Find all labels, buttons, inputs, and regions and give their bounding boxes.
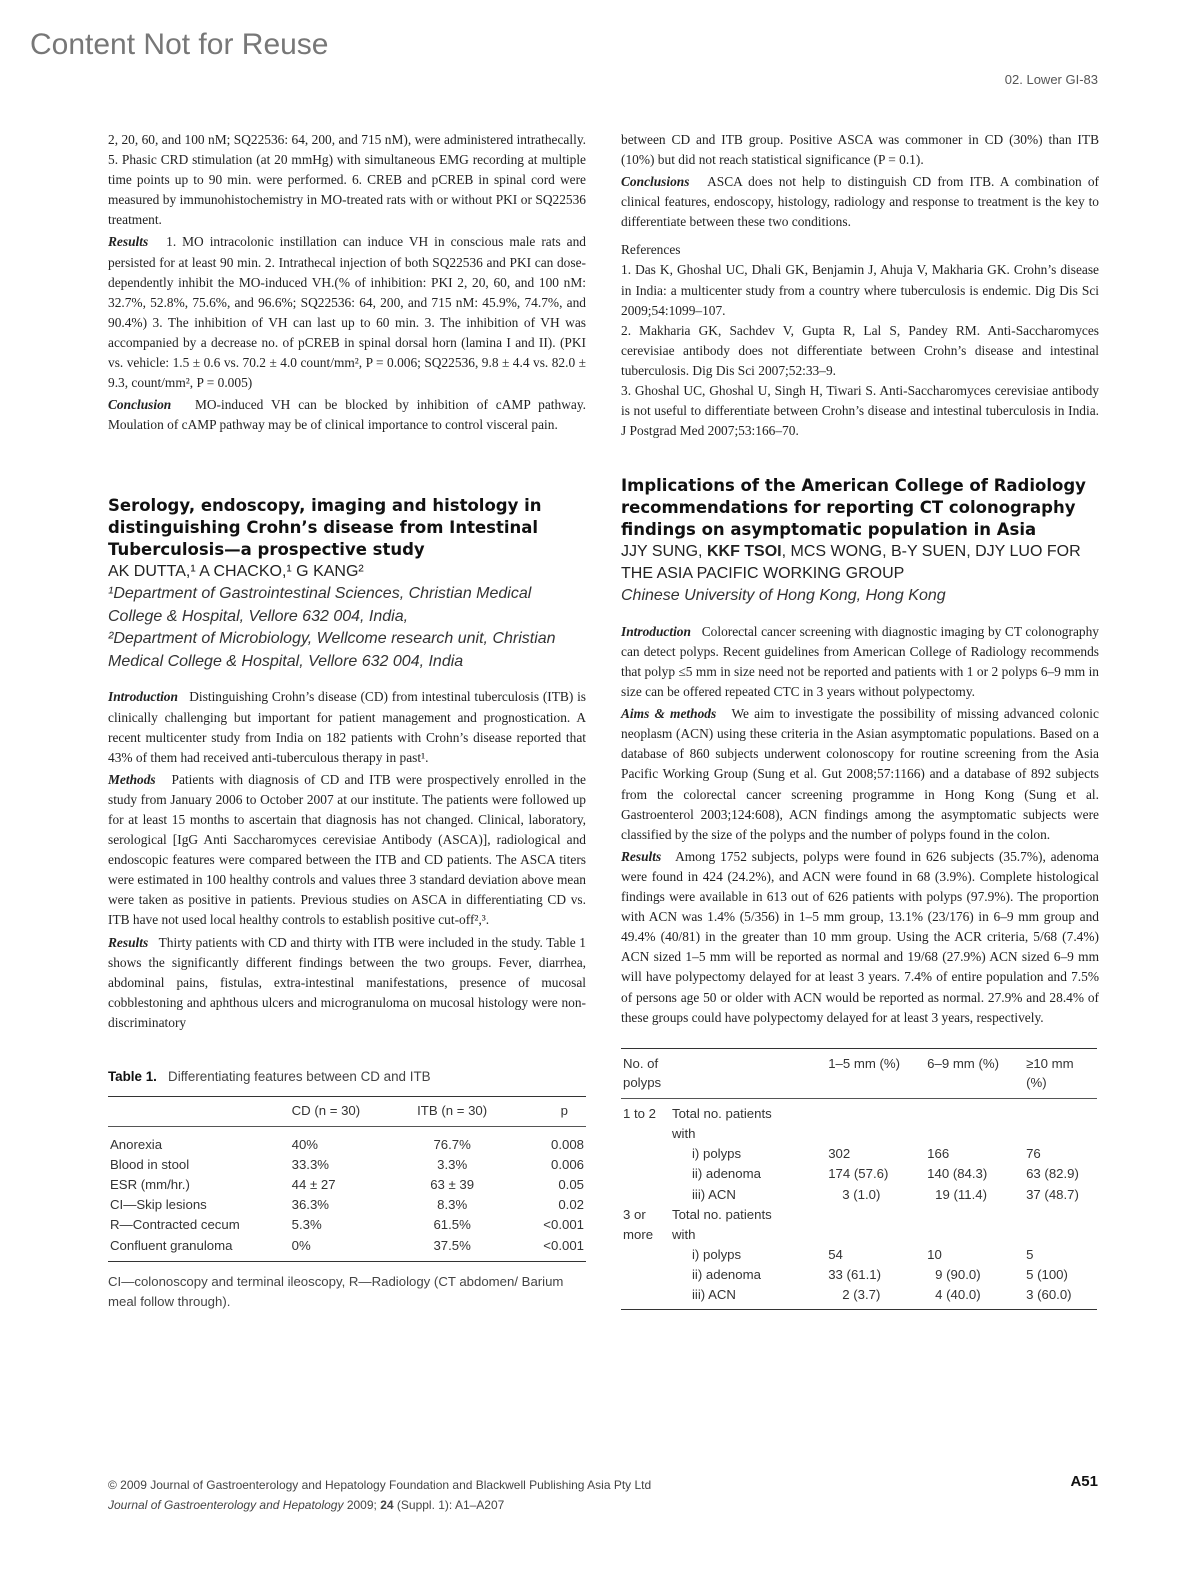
table2-header: ≥10 mm (%) (1024, 1048, 1097, 1098)
article-title-left: Serology, endoscopy, imaging and histology in distinguishing Crohn’s disease from Intestinal Tuberculosis—a prospective study (108, 496, 542, 560)
table-cell: 0.05 (558, 1176, 584, 1192)
intro-text-right: Colorectal cancer screening with diagnostic imaging by CT colonography can detect polyps. Recent guidelines from American College of Radiology recommends that polyp ≤5 mm in size need not be reported and patients with 1 or 2 polyps 6–9 mm in size can be offered repeated CTC in 3 years without polypectomy. (621, 623, 1099, 700)
table-cell: ESR (mm/hr.) (110, 1176, 190, 1192)
conclusion-label: Conclusion (108, 397, 172, 413)
table-cell: 63 ± 39 (430, 1176, 475, 1192)
table-cell: 5.3% (291, 1217, 322, 1233)
table2-header: 6–9 mm (%) (925, 1048, 1024, 1098)
right-column (621, 130, 1099, 1310)
table-cell: R—Contracted cecum (110, 1217, 240, 1233)
table-cell: 54 (828, 1246, 843, 1262)
table-cell: iii) ACN (692, 1186, 736, 1202)
table-cell: 37.5% (433, 1237, 471, 1253)
intro-paragraph (108, 687, 586, 767)
table-cell: 33.3% (291, 1156, 330, 1172)
intro-label: Introduction (108, 689, 178, 705)
results-text: 1. MO intracolonic instillation can induce VH in conscious male rats and persisted for at least 90 min. 2. Intrathecal injection of both SQ22536 and PKI can dose-dependently inhibit the MO-induced VH.(% of inhibition: PKI 2, 20, 60, and 100 nM: 32.7%, 52.8%, 75.6%, and 96.6%; SQ22536: 64, 200, and 715 nM: 45.9%, 74.7%, and 90.4%) 3. The inhibition of VH can last up to 60 min. 3. The inhibition of VH was accompanied by a decrease no. of pCREB in spinal dorsal horn (lamina I and II). (PKI vs. vehicle: 1.5 ± 0.6 vs. 70.2 ± 4.0 count/mm², P = 0.006; SQ22536, 9.8 ± 4.4 vs. 82.0 ± 9.3, count/mm², P = 0.005) (108, 234, 586, 391)
table-row (621, 1164, 1097, 1184)
table-cell: <0.001 (543, 1217, 584, 1233)
volume-number: 24 (380, 1498, 394, 1512)
table2-header-row (621, 1048, 1097, 1098)
table-cell: CI—Skip lesions (110, 1197, 207, 1213)
group-label: 1 to 2 (623, 1106, 656, 1122)
results-label-right: Results (621, 848, 662, 864)
table-cell: 302 (828, 1146, 851, 1162)
table1-header: CD (n = 30) (290, 1097, 395, 1127)
references-heading: References (621, 242, 681, 258)
affiliation-right: Chinese University of Hong Kong, Hong Kong (621, 587, 946, 605)
table-cell: 0.02 (558, 1197, 584, 1213)
table-cell: 44 ± 27 (291, 1176, 336, 1192)
continued-paragraph-right: between CD and ITB group. Positive ASCA was commoner in CD (30%) than ITB (10%) but did not reach statistical significance (P = 0.1). (621, 132, 1099, 168)
authors-left: AK DUTTA,¹ A CHACKO,¹ G KANG² (108, 563, 364, 581)
table-row (108, 1215, 586, 1235)
methods-label: Methods (108, 771, 156, 787)
table-row (621, 1144, 1097, 1164)
left-column (108, 130, 586, 1312)
table-cell: Total no. patients with (672, 1206, 772, 1242)
table1-note: CI—colonoscopy and terminal ileoscopy, R—Radiology (CT abdomen/ Barium meal follow through). (108, 1274, 564, 1310)
continued-paragraph: 2, 20, 60, and 100 nM; SQ22536: 64, 200, and 715 nM), were administered intrathecally. 5. Phasic CRD stimulation (at 20 mmHg) with simultaneous EMG recording at multiple time points up to 90 min. were performed. 6. CREB and pCREB in spinal cord were measured by immunohistochemistry in MO-treated rats with or without PKI or SQ22536 treatment. (108, 132, 586, 228)
table-cell: 5 (1026, 1246, 1034, 1262)
table-row (621, 1245, 1097, 1265)
table-cell: 2 (3.7) (842, 1287, 881, 1303)
table-cell: iii) ACN (692, 1287, 736, 1303)
results-text-right: Among 1752 subjects, polyps were found in 626 subjects (35.7%), adenoma were found in 424 (24.2%), and ACN were found in 68 (3.9%). Complete histological findings were available in 613 out of 626 patients with polyps (97.9%). The proportion with ACN was 1.4% (5/356) in 1–5 mm group, 13.1% (23/176) in 6–9 mm group and 49.4% (40/81) in the greater than 10 mm group. Using the ACR criteria, 5/68 (7.4%) ACN sized 1–5 mm will be reported as normal and 19/68 (27.9%) ACN sized 6–9 mm will have polypectomy delayed for at least 3 years. 7.4% of entire population and 7.5% of persons age 50 or older with ACN would be reported as normal. 27.9% and 28.4% of these groups could have polypectomy delayed for at least 3 years, respectively. (621, 848, 1099, 1025)
table-cell: Confluent granuloma (110, 1237, 233, 1253)
table2-header: 1–5 mm (%) (826, 1048, 925, 1098)
table2-header: No. of polyps (621, 1048, 670, 1098)
table-row (108, 1195, 586, 1215)
reference-item: 3. Ghoshal UC, Ghoshal U, Singh H, Tiwari S. Anti-Saccharomyces cerevisiae antibody is not useful to differentiate between Crohn’s disease and intestinal tuberculosis in India. J Postgrad Med 2007;53:166–70. (621, 383, 1099, 439)
article-title-right: Implications of the American College of Radiology recommendations for reporting CT colonography findings on asymptomatic population in Asia (621, 476, 1086, 540)
table-row (621, 1185, 1097, 1205)
table-cell: 19 (11.4) (935, 1186, 987, 1202)
table-cell: 36.3% (291, 1197, 330, 1213)
results2-label: Results (108, 934, 149, 950)
table-cell: 37 (48.7) (1026, 1186, 1079, 1202)
copyright-line: © 2009 Journal of Gastroenterology and Hepatology Foundation and Blackwell Publishing Asia Pty Ltd (108, 1478, 652, 1492)
watermark: Content Not for Reuse (30, 28, 329, 61)
table-cell: 76 (1026, 1146, 1041, 1162)
conclusions-text: ASCA does not help to distinguish CD from ITB. A combination of clinical features, endoscopy, histology, radiology and response to treatment is the key to differentiate between these two conditions. (621, 174, 1099, 230)
table-cell: 140 (84.3) (927, 1166, 988, 1182)
table-cell: 8.3% (437, 1197, 468, 1213)
aims-text: We aim to investigate the possibility of missing advanced colonic neoplasm (ACN) using these criteria in the Asian asymptomatic populations. Based on a database of 860 subjects underwent colonoscopy for routine screening from the Asia Pacific Working Group (Sung et al. Gut 2008;57:1166) and a database of 892 subjects from the colorectal cancer screening programme in Hong Kong (Sung et al. Gastroenterol 2003;124:608), ACN findings among the asymptomatic subjects were classified by the size of the polyps and the number of polyps found in the colon. (621, 706, 1099, 842)
citation-line (108, 1495, 651, 1515)
authors-right (621, 541, 1099, 585)
aims-label: Aims & methods (621, 706, 717, 722)
table-cell: 3 (1.0) (842, 1186, 881, 1202)
table1-header: ITB (n = 30) (395, 1097, 510, 1127)
table-cell: 9 (90.0) (935, 1266, 981, 1282)
table-row (621, 1104, 1097, 1144)
methods-text: Patients with diagnosis of CD and ITB were prospectively enrolled in the study from January 2006 to October 2007 at our institute. The patients were followed up for at least 15 months to ascertain that diagnosis has not changed. Clinical, laboratory, serological [IgG Anti Saccharomyces cerevisiae Antibody (ASCA)], radiological and endoscopic features were compared between the ITB and CD patients. The ASCA titers were estimated in 100 healthy controls and values three 3 standard deviation above mean were taken as positive in patients. Previous studies on ASCA in differentiating CD vs. ITB have not used local healthy controls to establish positive cut-off²,³. (108, 771, 586, 928)
table-cell: 4 (40.0) (935, 1287, 981, 1303)
table-row (621, 1265, 1097, 1285)
methods-paragraph (108, 770, 586, 931)
journal-name: Journal of Gastroenterology and Hepatology (108, 1498, 344, 1512)
table1-header (108, 1097, 290, 1127)
table1-label: Table 1. (108, 1069, 157, 1084)
affiliation-2: ²Department of Microbiology, Wellcome research unit, Christian Medical College & Hospital, Vellore 632 004, India (108, 630, 556, 670)
table-cell: 61.5% (433, 1217, 471, 1233)
table-cell: 10 (927, 1246, 942, 1262)
table-cell: 33 (61.1) (828, 1266, 882, 1282)
table-row (108, 1236, 586, 1256)
table-cell: 76.7% (433, 1136, 471, 1152)
page-footer (108, 1475, 651, 1515)
conclusion-text: MO-induced VH can be blocked by inhibition of cAMP pathway. Moulation of cAMP pathway may be of clinical importance to control visceral pain. (108, 397, 586, 433)
intro-paragraph-right (621, 622, 1099, 702)
conclusions-label: Conclusions (621, 174, 690, 190)
table-cell: <0.001 (543, 1237, 584, 1253)
results-paragraph-right (621, 847, 1099, 1028)
intro-label-right: Introduction (621, 623, 691, 639)
affiliation-1: ¹Department of Gastrointestinal Sciences, Christian Medical College & Hospital, Vellore 632 004, India, (108, 585, 532, 625)
table1 (108, 1096, 586, 1262)
table-row (108, 1155, 586, 1175)
table-cell: 0.008 (550, 1136, 584, 1152)
table-row (621, 1285, 1097, 1305)
results2-paragraph (108, 933, 586, 1033)
conclusions-paragraph (621, 172, 1099, 232)
authors-rest: , MCS WONG, B-Y SUEN, DJY LUO FOR THE ASIA PACIFIC WORKING GROUP (621, 543, 1081, 583)
table-cell: ii) adenoma (692, 1266, 761, 1282)
table-cell: i) polyps (692, 1246, 742, 1262)
table2-header (670, 1048, 826, 1098)
reference-item: 2. Makharia GK, Sachdev V, Gupta R, Lal S, Pandey RM. Anti-Saccharomyces cerevisiae antibody does not differentiate between Crohn’s disease and intestinal tuberculosis. Dig Dis Sci 2007;52:33–9. (621, 322, 1099, 378)
reference-item: 1. Das K, Ghoshal UC, Dhali GK, Benjamin J, Ahuja V, Makharia GK. Crohn’s disease in India: a multicenter study from a country where tuberculosis is endemic. Dig Dis Sci 2009;54:1099–107. (621, 262, 1099, 318)
results-label: Results (108, 234, 149, 250)
conclusion-paragraph (108, 395, 586, 435)
table-row (108, 1135, 586, 1155)
citation-year: 2009; (346, 1498, 377, 1512)
running-head: 02. Lower GI-83 (1004, 72, 1098, 87)
table-cell: ii) adenoma (692, 1166, 761, 1182)
table-cell: 40% (291, 1136, 319, 1152)
presenting-author: KKF TSOI (706, 543, 782, 561)
table-cell: 63 (82.9) (1026, 1166, 1079, 1182)
citation-rest: (Suppl. 1): A1–A207 (396, 1498, 505, 1512)
table-cell: 174 (57.6) (828, 1166, 889, 1182)
table-row (621, 1205, 1097, 1245)
table2 (621, 1048, 1097, 1310)
table-cell: 5 (100) (1026, 1266, 1068, 1282)
table1-header-row (108, 1097, 586, 1127)
table-cell: 166 (927, 1146, 950, 1162)
results-paragraph (108, 232, 586, 393)
table-cell: 0% (291, 1237, 311, 1253)
intro-text: Distinguishing Crohn’s disease (CD) from intestinal tuberculosis (ITB) is clinically challenging but important for patient management and prognostication. A recent multicenter study from India on 182 patients with Crohn’s disease reported that 43% of them had received anti-tuberculous therapy in past¹. (108, 689, 587, 765)
authors-first: JJY SUNG, (621, 543, 707, 561)
page-number: A51 (1070, 1473, 1098, 1490)
table-cell: Blood in stool (110, 1156, 190, 1172)
results2-text: Thirty patients with CD and thirty with ITB were included in the study. Table 1 shows the significantly different findings between the two groups. Fever, diarrhea, abdominal pains, fistulas, extra-intestinal manifestations, presence of mucosal cobblestoning and aphthous ulcers and microgranuloma on mucosal histology were non-discriminatory (108, 934, 586, 1030)
table-cell: 3.3% (437, 1156, 468, 1172)
table-cell: Anorexia (110, 1136, 163, 1152)
table1-caption (108, 1069, 586, 1084)
table-row (108, 1175, 586, 1195)
table-cell: Total no. patients with (672, 1106, 772, 1142)
aims-paragraph (621, 704, 1099, 845)
table1-header: p (510, 1097, 587, 1127)
group-label: 3 or more (623, 1206, 654, 1242)
table-cell: 3 (60.0) (1026, 1287, 1072, 1303)
table1-caption-text: Differentiating features between CD and ITB (168, 1069, 431, 1084)
table-cell: i) polyps (692, 1146, 742, 1162)
table-cell: 0.006 (550, 1156, 584, 1172)
